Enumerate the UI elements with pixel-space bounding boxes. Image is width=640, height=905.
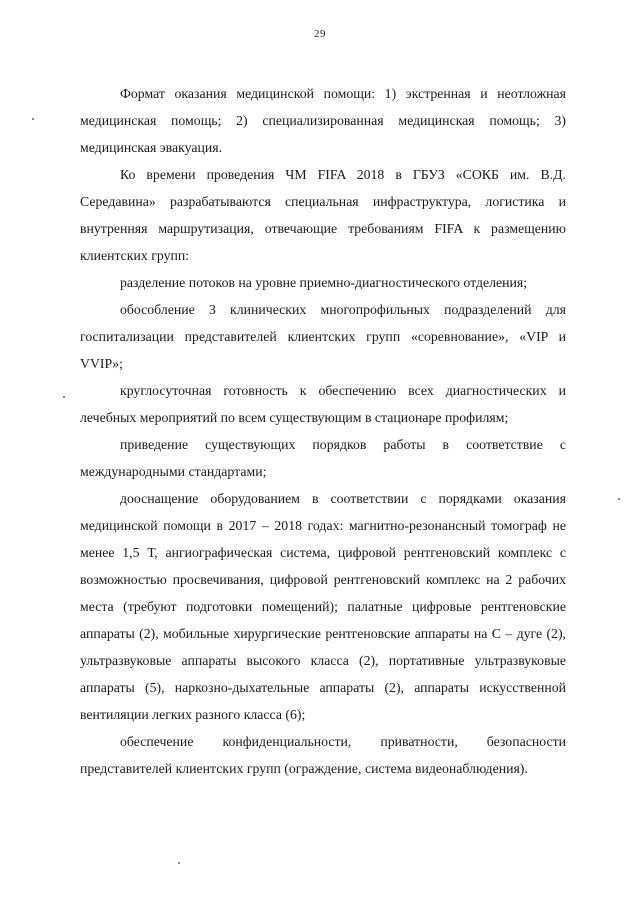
list-item-flow-separation: разделение потоков на уровне приемно-диагностического отделения; bbox=[120, 275, 528, 290]
list-item-international-standards: приведение существующих порядков работы в соответствие с международными стандартами; bbox=[80, 437, 566, 479]
page-number: 29 bbox=[314, 28, 326, 40]
list-item-confidentiality: обеспечение конфиденциальности, приватности, безопасности представителей клиентских групп (ограждение, система видеонаблюдения). bbox=[80, 734, 566, 776]
paragraph-fifa-preparation: Ко времени проведения ЧМ FIFA 2018 в ГБУЗ «СОКБ им. В.Д. Середавина» разрабатываются специальная инфраструктура, логистика и внутренняя маршрутизация, отвечающие требованиям FIFA к размещению клиентских групп: bbox=[80, 167, 566, 263]
scan-speck bbox=[63, 396, 65, 398]
scan-speck bbox=[32, 118, 34, 120]
scan-speck bbox=[618, 498, 620, 500]
list-item-clinical-units: обособление 3 клинических многопрофильных подразделений для госпитализации представителей клиентских групп «соревнование», «VIP и VVIP»; bbox=[80, 302, 566, 371]
document-body bbox=[80, 80, 566, 782]
list-item-equipment: дооснащение оборудованием в соответствии с порядками оказания медицинской помощи в 2017 – 2018 годах: магнитно-резонансный томограф не менее 1,5 Т, ангиографическая система, цифровой рентгеновский комплекс с возможностью просвечивания, цифровой рентгеновский комплекс на 2 рабочих места (требуют подготовки помещений); палатные цифровые рентгеновские аппараты (2), мобильные хирургические рентгеновские аппараты на С – дуге (2), ультразвуковые аппараты высокого класса (2), портативные ультразвуковые аппараты (5), наркозно-дыхательные аппараты (2), аппараты искусственной вентиляции легких разного класса (6); bbox=[80, 491, 566, 722]
scan-speck bbox=[178, 862, 180, 864]
paragraph-care-format: Формат оказания медицинской помощи: 1) экстренная и неотложная медицинская помощь; 2) специализированная медицинская помощь; 3) медицинская эвакуация. bbox=[80, 86, 566, 155]
list-item-round-the-clock-readiness: круглосуточная готовность к обеспечению всех диагностических и лечебных мероприятий по всем существующим в стационаре профилям; bbox=[80, 383, 566, 425]
